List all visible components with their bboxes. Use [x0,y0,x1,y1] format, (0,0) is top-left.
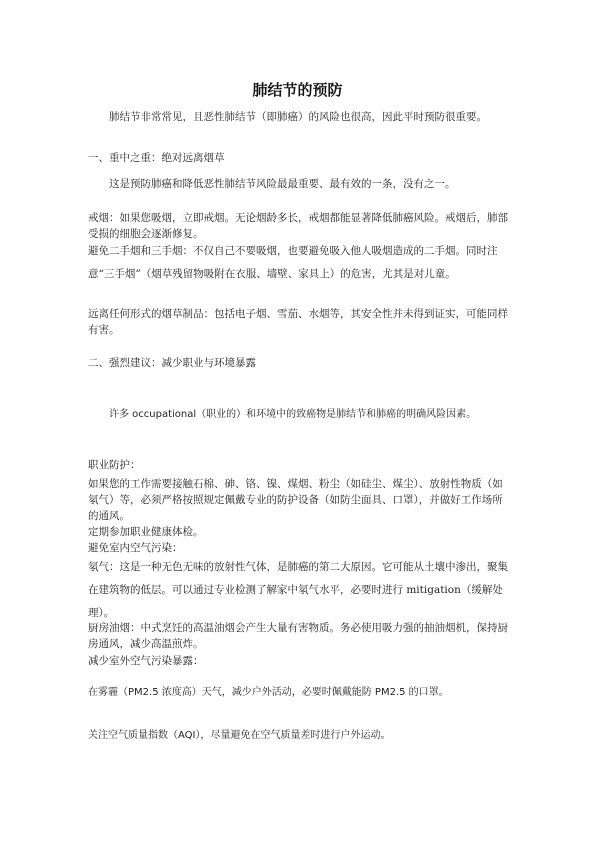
intro-paragraph: 肺结节非常常见，且恶性肺结节（即肺癌）的风险也很高，因此平时预防很重要。 [109,111,487,123]
occupational-heading: 职业防护： [88,459,141,471]
section1-heading: 一、重中之重：绝对远离烟草 [88,152,225,164]
section1-quit-smoking: 戒烟：如果您吸烟，立即戒烟。无论烟龄多长，戒烟都能显著降低肺癌风险。戒烟后，肺部受损的细胞会逐渐修复。 [88,212,508,240]
section2-lead: 许多 occupational（职业的）和环境中的致癌物是肺结节和肺癌的明确风险因素。 [109,409,477,420]
indoor-pollution-heading: 避免室内空气污染： [88,542,183,554]
section2-heading: 二、强烈建议：减少职业与环境暴露 [88,357,256,369]
section1-tobacco-products: 远离任何形式的烟草制品：包括电子烟、雪茄、水烟等，其安全性并未得到证实，可能同样有害。 [88,308,508,336]
kitchen-fumes-paragraph: 厨房油烟：中式烹饪的高温油烟会产生大量有害物质。务必使用吸力强的抽油烟机，保持厨房通风，减少高温煎炸。 [88,622,508,650]
radon-paragraph: 氡气：这是一种无色无味的放射性气体，是肺癌的第二大原因。它可能从土壤中渗出，聚集在建筑物的低层。可以通过专业检测了解家中氡气水平，必要时进行 mitigation（缓解处理）。 [88,561,508,619]
section1-lead: 这是预防肺癌和降低恶性肺结节风险最最重要、最有效的一条，没有之一。 [109,178,456,190]
section1-secondhand-smoke: 避免二手烟和三手烟：不仅自己不要吸烟，也要避免吸入他人吸烟造成的二手烟。同时注意“三手烟”（烟草残留物吸附在衣服、墙壁、家具上）的危害，尤其是对儿童。 [88,245,498,280]
outdoor-pollution-heading: 减少室外空气污染暴露： [88,655,204,667]
page-title: 肺结节的预防 [252,81,343,99]
aqi-paragraph: 关注空气质量指数（AQI），尽量避免在空气质量差时进行户外运动。 [88,730,391,741]
occupational-protection-paragraph: 如果您的工作需要接触石棉、砷、铬、镍、煤烟、粉尘（如硅尘、煤尘）、放射性物质（如氡气）等，必须严格按照规定佩戴专业的防护设备（如防尘面具、口罩），并做好工作场所的通风。 [88,478,503,522]
haze-paragraph: 在雾霾（PM2.5 浓度高）天气，减少户外活动，必要时佩戴能防 PM2.5 的口罩。 [88,687,449,698]
occupational-checkup-paragraph: 定期参加职业健康体检。 [88,526,204,538]
